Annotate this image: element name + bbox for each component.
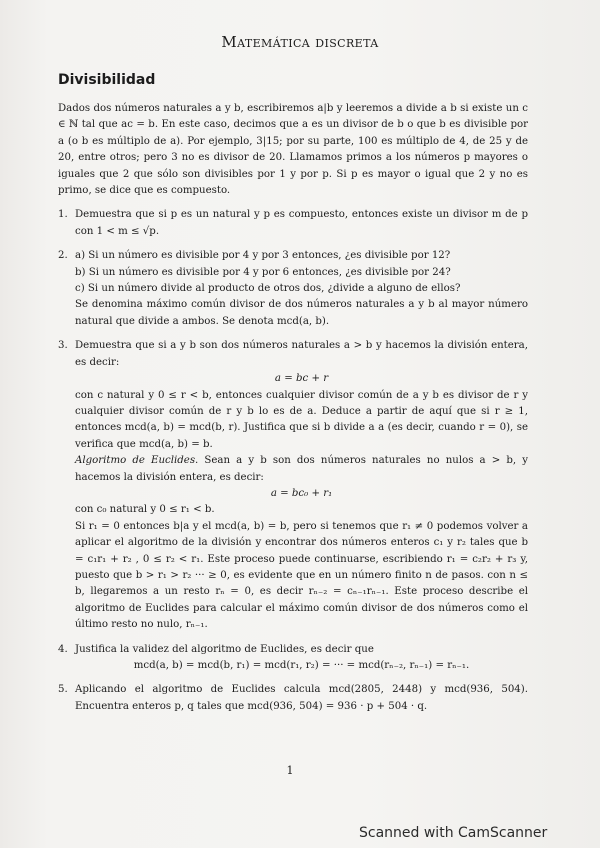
euclid-algorithm-title: Algoritmo de Euclides. xyxy=(75,455,199,467)
exercise-number: 1. xyxy=(58,209,68,221)
exercise-3 xyxy=(58,338,528,633)
scanner-watermark: Scanned with CamScanner xyxy=(359,825,548,841)
euclid-algorithm-text: Sean a y b son dos números naturales no nulos a > b, y hacemos la división entera, es decir: xyxy=(75,455,528,483)
exercise-2c: c) Si un número divide al producto de otros dos, ¿divide a alguno de ellos? xyxy=(75,283,461,295)
exercise-2 xyxy=(58,248,528,330)
document-body xyxy=(58,101,528,715)
exercise-2b: b) Si un número es divisible por 4 y por 6 entonces, ¿es divisible por 24? xyxy=(75,266,451,278)
section-heading: Divisibilidad xyxy=(58,72,156,88)
exercise-text: Demuestra que si a y b son dos números naturales a > b y hacemos la división entera, es decir: xyxy=(75,340,528,368)
exercise-number: 4. xyxy=(58,643,68,655)
intro-paragraph: Dados dos números naturales a y b, escribiremos a|b y leeremos a divide a b si existe un c ∈ ℕ tal que ac = b. En este caso, decimos que a es un divisor de b o que b es divisible por a (o b es múltiplo de a). Por ejemplo, 3|15; por su parte, 100 es múltiplo de 4, de 25 y de 20, entre otros; pero 3 no es divisor de 20. Llamamos primos a los números p mayores o iguales que 2 que sólo son divisibles por 1 y por p. Si p es mayor o igual que 2 y no es primo, se dice que es compuesto. xyxy=(58,103,528,197)
exercise-number: 2. xyxy=(58,250,68,262)
document-title: Matemática discreta xyxy=(221,33,379,51)
euclid-chain-formula: mcd(a, b) = mcd(b, r₁) = mcd(r₁, r₂) = ··· = mcd(rₙ₋₂, rₙ₋₁) = rₙ₋₁. xyxy=(133,660,470,671)
page-number: 1 xyxy=(286,764,294,777)
exercise-text: Justifica la validez del algoritmo de Euclides, es decir que xyxy=(75,643,374,655)
euclid-process-description: Si r₁ = 0 entonces b|a y el mcd(a, b) = b, pero si tenemos que r₁ ≠ 0 podemos volver a aplicar el algoritmo de la división y encontrar dos números enteros c₁ y r₂ tales que b = c₁r₁ + r₂ , 0 ≤ r₂ < r₁. Este proceso puede continuarse, escribiendo r₁ = c₂r₂ + r₃ y, puesto que b > r₁ > r₂ ··· ≥ 0, es evidente que en un número finito n de pasos. con n ≤ b, llegaremos a un resto rₙ = 0, es decir rₙ₋₂ = cₙ₋₁rₙ₋₁. Este proceso describe el algoritmo de Euclides para calcular el máximo común divisor de dos números como el último resto no nulo, rₙ₋₁. xyxy=(75,520,528,631)
exercise-text-continued: con c natural y 0 ≤ r < b, entonces cualquier divisor común de a y b es divisor de r y cualquier divisor común de r y b lo es de a. Deduce a partir de aquí que si r ≥ 1, entonces mcd(a, b) = mcd(b, r). Justifica que si b divide a a (es decir, cuando r = 0), se verifica que mcd(a, b) = b. xyxy=(75,389,528,450)
exercise-text: Demuestra que si p es un natural y p es compuesto, entonces existe un divisor m de p con 1 < m ≤ √p. xyxy=(75,209,528,237)
exercise-number: 5. xyxy=(58,684,68,696)
exercise-number: 3. xyxy=(58,340,68,352)
division-formula: a = bc + r xyxy=(274,373,329,385)
exercise-5 xyxy=(58,682,528,715)
exercise-2a: a) Si un número es divisible por 4 y por 3 entonces, ¿es divisible por 12? xyxy=(75,250,451,262)
exercise-4 xyxy=(58,642,528,675)
mcd-definition: Se denomina máximo común divisor de dos números naturales a y b al mayor número natural que divide a ambos. Se denota mcd(a, b). xyxy=(75,299,528,327)
exercise-1 xyxy=(58,207,528,240)
remainder-condition: con c₀ natural y 0 ≤ r₁ < b. xyxy=(75,504,215,516)
euclid-formula: a = bc₀ + r₁ xyxy=(270,487,333,499)
exercise-text: Aplicando el algoritmo de Euclides calcula mcd(2805, 2448) y mcd(936, 504). Encuentra enteros p, q tales que mcd(936, 504) = 936 · p + 504 · q. xyxy=(75,684,528,712)
euclid-algorithm-paragraph xyxy=(75,453,528,486)
